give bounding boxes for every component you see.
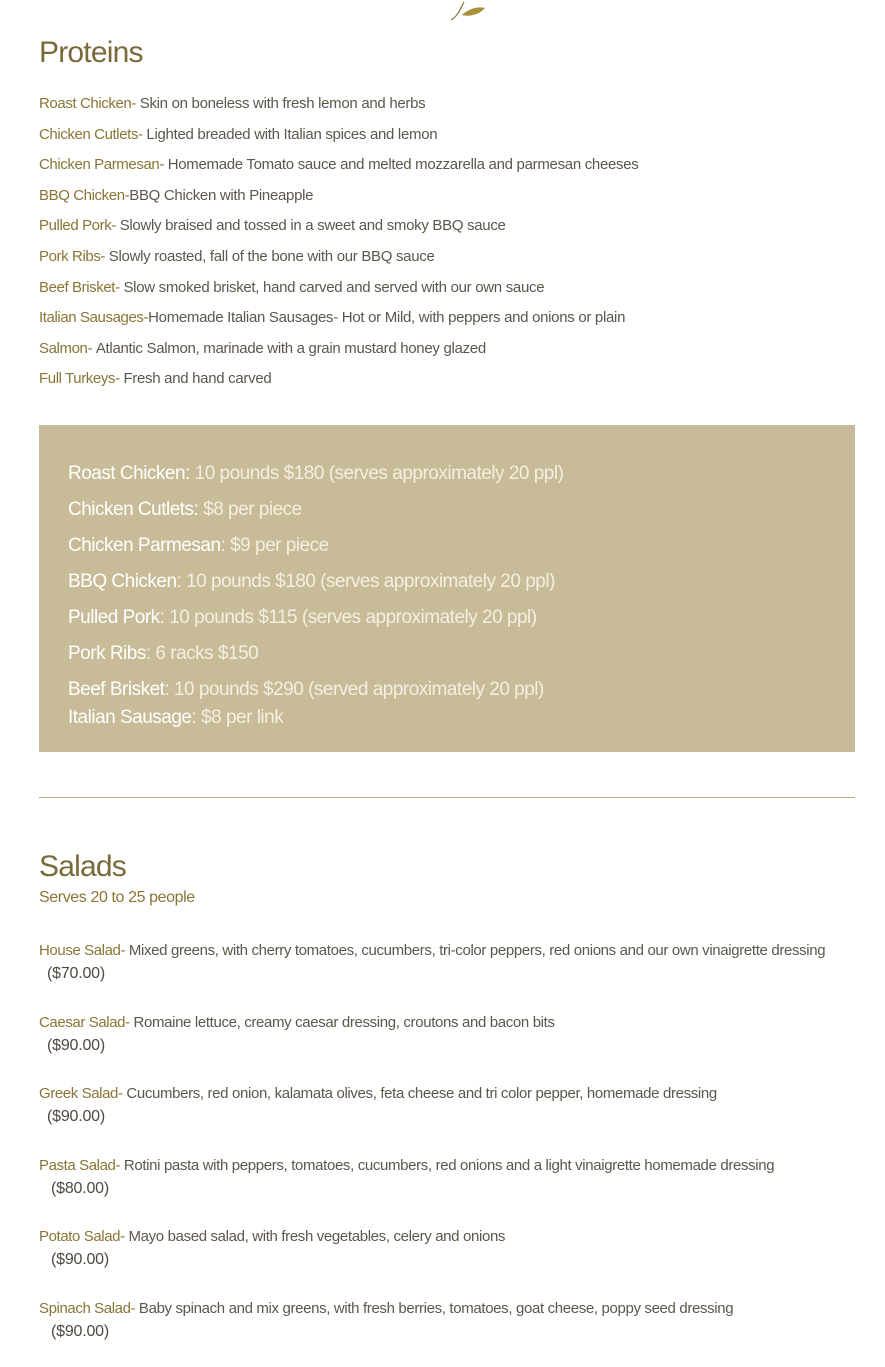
pricing-item-value: : 6 racks $150 — [146, 643, 258, 664]
pricing-box — [39, 425, 855, 752]
list-item: Italian Sausages-Homemade Italian Sausages- Hot or Mild, with peppers and onions or plain — [39, 305, 639, 336]
list-item: Pulled Pork- Slowly braised and tossed in a sweet and smoky BBQ sauce — [39, 213, 639, 244]
item-description: Fresh and hand carved — [123, 370, 271, 387]
item-description: Homemade Italian Sausages- Hot or Mild, with peppers and onions or plain — [148, 309, 625, 326]
item-name: Potato Salad — [39, 1228, 120, 1245]
list-item: Caesar Salad- Romaine lettuce, creamy caesar dressing, croutons and bacon bits ($90.00) — [39, 1010, 825, 1082]
item-description: Slowly braised and tossed in a sweet and smoky BBQ sauce — [120, 217, 506, 234]
pricing-item — [68, 566, 563, 602]
item-name: Italian Sausages — [39, 309, 144, 326]
protein-list — [39, 91, 639, 397]
item-description: Romaine lettuce, creamy caesar dressing, croutons and bacon bits — [133, 1014, 554, 1031]
pricing-item — [68, 530, 563, 566]
list-item: Chicken Cutlets- Lighted breaded with Italian spices and lemon — [39, 122, 639, 153]
item-name: Chicken Parmesan — [39, 156, 159, 173]
item-description: Cucumbers, red onion, kalamata olives, feta cheese and tri color pepper, homemade dressing — [126, 1085, 717, 1102]
item-description: Atlantic Salmon, marinade with a grain mustard honey glazed — [96, 340, 486, 357]
list-item: Full Turkeys- Fresh and hand carved — [39, 366, 639, 397]
item-name: Full Turkeys — [39, 370, 115, 387]
pricing-item-name: Chicken Cutlets: — [68, 499, 198, 520]
pricing-item — [68, 494, 563, 530]
item-name: Pulled Pork — [39, 217, 111, 234]
item-description: Baby spinach and mix greens, with fresh berries, tomatoes, goat cheese, poppy seed dressing — [139, 1300, 733, 1317]
item-price: ($80.00) — [39, 1179, 825, 1199]
pricing-item-name: Italian Sausage — [68, 707, 192, 728]
item-description: Lighted breaded with Italian spices and lemon — [146, 126, 437, 143]
pricing-item — [68, 638, 563, 674]
pricing-item — [68, 702, 563, 738]
item-name: Salmon — [39, 340, 87, 357]
proteins-heading: Proteins — [39, 36, 143, 70]
list-item: Greek Salad- Cucumbers, red onion, kalamata olives, feta cheese and tri color pepper, homemade dressing ($90.00) — [39, 1081, 825, 1153]
item-description: Mixed greens, with cherry tomatoes, cucumbers, tri-color peppers, red onions and our own vinaigrette dressing — [129, 942, 825, 959]
salads-subtitle: Serves 20 to 25 people — [39, 889, 195, 907]
pricing-item-name: Chicken Parmesan — [68, 535, 221, 556]
pricing-list — [68, 458, 563, 738]
item-name: Pork Ribs — [39, 248, 100, 265]
item-name: Beef Brisket — [39, 279, 115, 296]
item-description: Homemade Tomato sauce and melted mozzarella and parmesan cheeses — [168, 156, 639, 173]
pricing-item-value: : 10 pounds $180 (serves approximately 20 ppl) — [177, 571, 555, 592]
item-price: ($90.00) — [39, 1107, 825, 1127]
pricing-item-value: $8 per piece — [198, 499, 301, 520]
list-item: House Salad- Mixed greens, with cherry tomatoes, cucumbers, tri-color peppers, red onions and our own vinaigrette dressing ($70.00) — [39, 938, 825, 1010]
pricing-item — [68, 602, 563, 638]
leaf-sprig-icon — [448, 0, 488, 22]
item-price: ($90.00) — [39, 1036, 825, 1056]
pricing-item-value: : 10 pounds $115 (serves approximately 20 ppl) — [160, 607, 537, 628]
pricing-item-name: Pulled Pork — [68, 607, 160, 628]
item-name: Spinach Salad — [39, 1300, 131, 1317]
list-item: Roast Chicken- Skin on boneless with fresh lemon and herbs — [39, 91, 639, 122]
list-item: Salmon- Atlantic Salmon, marinade with a grain mustard honey glazed — [39, 336, 639, 367]
item-name: Roast Chicken — [39, 95, 131, 112]
item-description: Mayo based salad, with fresh vegetables, celery and onions — [128, 1228, 505, 1245]
item-price: ($70.00) — [39, 964, 825, 984]
pricing-item-value: : $9 per piece — [221, 535, 329, 556]
list-item: BBQ Chicken-BBQ Chicken with Pineapple — [39, 183, 639, 214]
pricing-item-name: Beef Brisket — [68, 679, 164, 700]
pricing-item — [68, 674, 563, 702]
section-divider — [39, 797, 855, 798]
list-item: Pork Ribs- Slowly roasted, fall of the bone with our BBQ sauce — [39, 244, 639, 275]
item-name: BBQ Chicken — [39, 187, 125, 204]
item-description: BBQ Chicken with Pineapple — [129, 187, 313, 204]
pricing-item-name: BBQ Chicken — [68, 571, 177, 592]
item-name: Caesar Salad — [39, 1014, 125, 1031]
list-item: Beef Brisket- Slow smoked brisket, hand carved and served with our own sauce — [39, 275, 639, 306]
pricing-item-value: 10 pounds $180 (serves approximately 20 ppl) — [190, 463, 564, 484]
item-name: House Salad — [39, 942, 121, 959]
pricing-item-value: : 10 pounds $290 (served approximately 20 ppl) — [164, 679, 543, 700]
item-name: Chicken Cutlets — [39, 126, 138, 143]
item-price: ($90.00) — [39, 1322, 825, 1342]
item-description: Skin on boneless with fresh lemon and herbs — [140, 95, 426, 112]
list-item: Potato Salad- Mayo based salad, with fresh vegetables, celery and onions ($90.00) — [39, 1224, 825, 1296]
pricing-item — [68, 458, 563, 494]
item-name: Pasta Salad — [39, 1157, 116, 1174]
item-name: Greek Salad — [39, 1085, 118, 1102]
item-price: ($90.00) — [39, 1250, 825, 1270]
item-description: Rotini pasta with peppers, tomatoes, cucumbers, red onions and a light vinaigrette homemade dressing — [124, 1157, 774, 1174]
salads-heading: Salads — [39, 850, 126, 884]
pricing-item-value: : $8 per link — [192, 707, 284, 728]
item-description: Slowly roasted, fall of the bone with our BBQ sauce — [109, 248, 435, 265]
pricing-item-name: Pork Ribs — [68, 643, 146, 664]
salad-list — [39, 938, 825, 1367]
list-item: Spinach Salad- Baby spinach and mix greens, with fresh berries, tomatoes, goat cheese, poppy seed dressing ($90.00) — [39, 1296, 825, 1367]
list-item: Pasta Salad- Rotini pasta with peppers, tomatoes, cucumbers, red onions and a light vinaigrette homemade dressing ($80.00) — [39, 1153, 825, 1225]
pricing-item-name: Roast Chicken: — [68, 463, 190, 484]
list-item: Chicken Parmesan- Homemade Tomato sauce and melted mozzarella and parmesan cheeses — [39, 152, 639, 183]
item-description: Slow smoked brisket, hand carved and served with our own sauce — [123, 279, 544, 296]
